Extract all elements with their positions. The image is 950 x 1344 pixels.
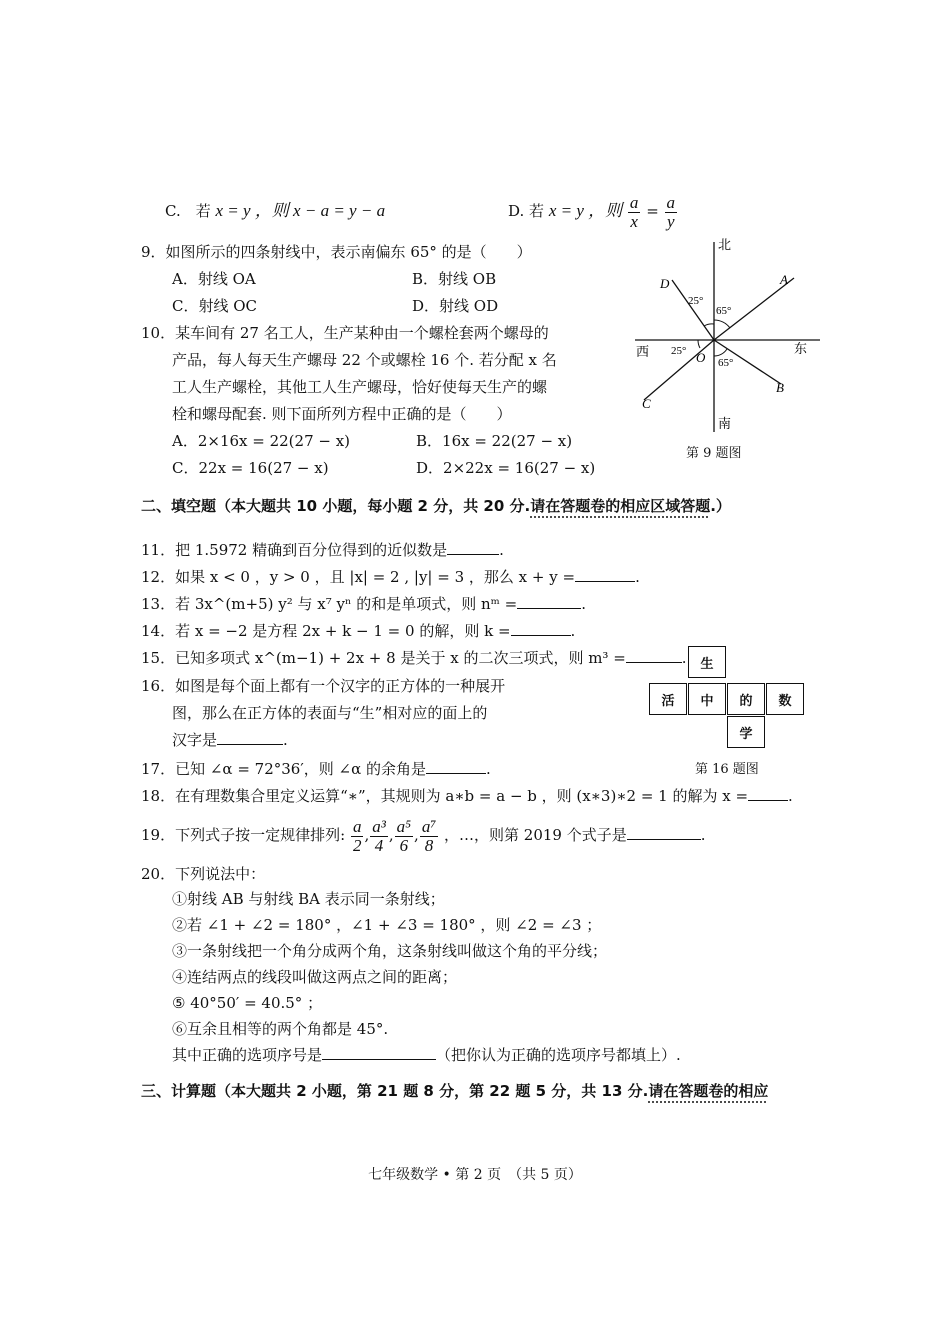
q20-item-1: ①射线 AB 与射线 BA 表示同一条射线； [172, 890, 445, 908]
q8-c-math: x = y ，则 x − a = y − a [215, 201, 386, 220]
q16-line-3: 汉字是 . [172, 731, 288, 749]
q8-c-label: C. 若 [165, 202, 211, 220]
q8-d-label: D. 若 [508, 202, 545, 220]
q16-line-1: 16．如图是每个面上都有一个汉字的正方体的一种展开 [141, 677, 506, 695]
label-west: 西 [636, 345, 650, 360]
arc-d [704, 324, 714, 326]
q9-caption: 第 9 题图 [686, 446, 742, 461]
q11: 11．把 1.5972 精确到百分位得到的近似数是 . [141, 541, 504, 559]
q13: 13．若 3x^(m+5) y² 与 x⁷ yⁿ 的和是单项式，则 nᵐ = . [141, 595, 586, 613]
q10-line-1: 10．某车间有 27 名工人，生产某种由一个螺栓套两个螺母的 [141, 324, 549, 342]
page-footer: 七年级数学 • 第 2 页 （共 5 页） [368, 1167, 582, 1183]
q10-option-b: B．16x = 22(27 − x) [416, 432, 573, 450]
label-a: A [780, 272, 788, 287]
q8-option-d [508, 192, 678, 231]
q8-d-math: x = y ，则 [548, 201, 623, 220]
section-2-title: 二、填空题（本大题共 10 小题，每小题 2 分，共 20 分.请在答题卷的相应区域答题.） [141, 497, 731, 515]
q10-option-d: D．2×22x = 16(27 − x) [416, 459, 596, 477]
q9-option-c: C．射线 OC [172, 297, 258, 315]
q10-option-c: C．22x = 16(27 − x) [172, 459, 329, 477]
net-cell-4: 数 [766, 683, 804, 715]
q17: 17．已知 ∠α = 72°36′，则 ∠α 的余角是 . [141, 760, 491, 778]
angle-d: 25° [688, 295, 704, 307]
net-cell-bottom: 学 [727, 716, 765, 748]
q19-term-4: $\frac{\text{a⁷}}{8}$ [421, 816, 437, 855]
q20-item-4: ④连结两点的线段叫做这两点之间的距离； [172, 968, 458, 986]
label-c: C [642, 396, 651, 411]
q9-compass-figure [630, 232, 830, 462]
angle-a: 65° [716, 305, 732, 317]
angle-c: 25° [671, 345, 687, 357]
ray-od [672, 280, 714, 340]
q9-option-b: B．射线 OB [412, 270, 497, 288]
label-north: 北 [718, 238, 732, 253]
q14-blank[interactable] [511, 621, 571, 636]
label-o: O [696, 350, 706, 365]
q20-answer-line: 其中正确的选项序号是 （把你认为正确的选项序号都填上）. [172, 1046, 681, 1064]
label-east: 东 [794, 342, 808, 357]
section-2-emphasis: 请在答题卷的相应区域答题 [530, 497, 711, 515]
label-south: 南 [718, 417, 732, 432]
q9-option-a: A．射线 OA [172, 270, 256, 288]
arc-b [714, 349, 727, 356]
q15-blank[interactable] [626, 648, 682, 663]
q20-stem: 20．下列说法中： [141, 865, 266, 883]
q8-d-eq: = [646, 202, 659, 220]
q12: 12．如果 x < 0 ，y > 0 ，且 |x| = 2 , |y| = 3 ，那么 x + y = . [141, 568, 640, 586]
q20-item-2: ②若 ∠1 + ∠2 = 180° ，∠1 + ∠3 = 180° ，则 ∠2 = ∠3 ； [172, 916, 602, 934]
q19-term-3: $\frac{\text{a⁵}}{6}$ [396, 816, 412, 855]
q10-line-3: 工人生产螺栓，其他工人生产螺母，恰好使每天生产的螺 [172, 378, 548, 396]
net-cell-3: 的 [727, 683, 765, 715]
q8-d-frac1: $\frac{a}{x}$ [629, 192, 639, 231]
q12-blank[interactable] [575, 567, 635, 582]
q20-item-5: ⑤ 40°50′ = 40.5° ； [172, 994, 323, 1012]
q10-line-4: 栓和螺母配套. 则下面所列方程中正确的是（ ） [172, 405, 512, 423]
net-cell-2: 中 [688, 683, 726, 715]
q19-blank[interactable] [627, 825, 701, 840]
q10-line-2: 产品，每人每天生产螺母 22 个或螺栓 16 个. 若分配 x 名 [172, 351, 557, 369]
section-3-title: 三、计算题（本大题共 2 小题，第 21 题 8 分，第 22 题 5 分，共 13 分.请在答题卷的相应 [141, 1082, 769, 1100]
q16-caption: 第 16 题图 [695, 762, 759, 777]
q20-item-3: ③一条射线把一个角分成两个角，这条射线叫做这个角的平分线； [172, 942, 608, 960]
q16-line-2: 图，那么在正方体的表面与“生”相对应的面上的 [172, 704, 488, 722]
q8-option-c [165, 201, 385, 221]
label-b: B [776, 380, 784, 395]
q9-stem: 9．如图所示的四条射线中，表示南偏东 65° 的是（ ） [141, 243, 532, 261]
section-3-emphasis: 请在答题卷的相应 [648, 1082, 769, 1100]
q14: 14．若 x = −2 是方程 2x + k − 1 = 0 的解，则 k = . [141, 622, 576, 640]
q19-term-1: $\frac{a}{2}$ [352, 816, 362, 855]
q9-option-d: D．射线 OD [412, 297, 499, 315]
q8-d-frac2: $\frac{a}{y}$ [666, 192, 676, 231]
q13-blank[interactable] [517, 594, 581, 609]
q16-blank[interactable] [217, 730, 283, 745]
q20-item-6: ⑥互余且相等的两个角都是 45°. [172, 1020, 389, 1038]
label-d: D [660, 276, 670, 291]
angle-b: 65° [718, 357, 734, 369]
net-cell-top: 生 [688, 646, 726, 678]
arc-a [714, 320, 730, 328]
q17-blank[interactable] [426, 759, 486, 774]
q10-option-a: A．2×16x = 22(27 − x) [172, 432, 351, 450]
q20-blank[interactable] [322, 1045, 436, 1060]
net-cell-1: 活 [649, 683, 687, 715]
q18: 18．在有理数集合里定义运算“∗”，其规则为 a∗b = a − b ，则 (x∗3)∗2 = 1 的解为 x = . [141, 787, 793, 805]
arc-c [698, 340, 700, 348]
q18-blank[interactable] [748, 786, 788, 801]
q11-blank[interactable] [447, 540, 499, 555]
q15: 15．已知多项式 x^(m−1) + 2x + 8 是关于 x 的二次三项式，则 m³ = . [141, 649, 687, 667]
q19: 19．下列式子按一定规律排列: $\frac{a}{2}$ , $\frac{\text{a³}}{4}$ , $\frac{\text{a⁵}}{6}$ , $\frac{\text{a⁷}}{8}$ ，…，则第 2019 个式子是 . [141, 816, 706, 855]
q19-term-2: $\frac{\text{a³}}{4}$ [372, 816, 386, 855]
